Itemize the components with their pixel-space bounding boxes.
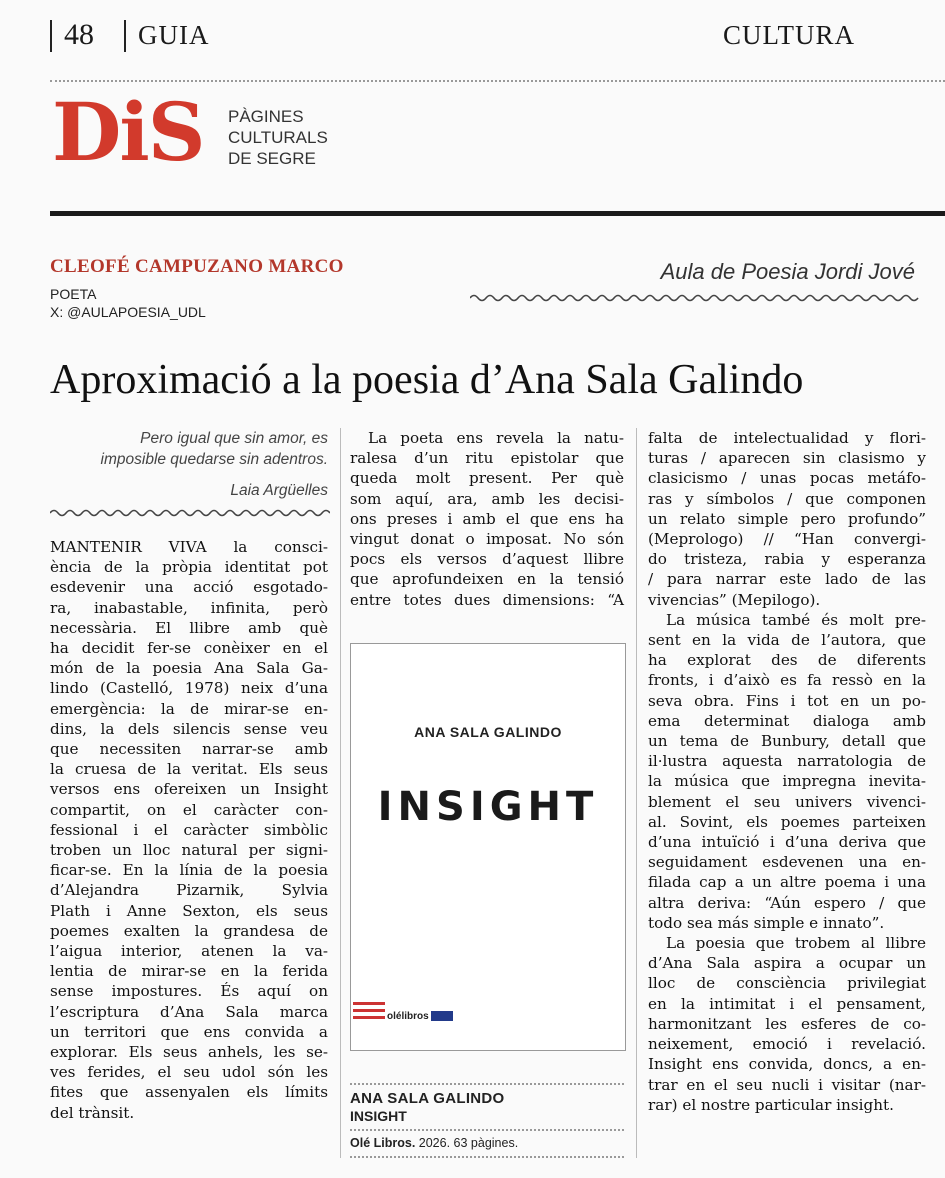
cover-author: ANA SALA GALINDO bbox=[414, 724, 562, 740]
article-line: del trànsit. bbox=[50, 1103, 135, 1122]
masthead-subtitle-line: PÀGINES bbox=[228, 107, 304, 126]
article-line: todo sea más simple e innato”. bbox=[648, 913, 885, 932]
article-line: harmonitzant les esferes de co- bbox=[648, 1014, 926, 1033]
column-rule bbox=[340, 428, 341, 1158]
article-line: la música que impregna inevita- bbox=[648, 772, 926, 791]
publisher-stripes-icon bbox=[353, 1002, 385, 1023]
article-line: ha decidit fer-se conèixer en el bbox=[50, 639, 328, 658]
article-line: l’aigua interior, atenen la va- bbox=[50, 942, 328, 961]
article-line: versos ens ofereixen un Insight bbox=[50, 780, 328, 799]
header-divider bbox=[50, 20, 52, 52]
article-line: al. Sovint, els poemes parteixen bbox=[648, 812, 926, 831]
article-line: en la intimitat i el pensament, bbox=[648, 994, 926, 1013]
article-line: MANTENIR VIVA la consci- bbox=[50, 538, 328, 556]
article-column-1 bbox=[50, 537, 328, 1123]
article-line: compartit, on el caràcter con- bbox=[50, 800, 328, 819]
article-line: clasicismo / unas pocas metáfo- bbox=[648, 469, 926, 488]
article-line: queda molt present. Per què bbox=[350, 469, 624, 488]
article-line: sent en la vida de l’autora, que bbox=[648, 631, 926, 650]
article-line: fessional i el caràcter simbòlic bbox=[50, 820, 328, 839]
article-line: poemes exalten la grandesa de bbox=[50, 921, 328, 940]
article-line: emergència: la de mirar-se en- bbox=[50, 699, 328, 718]
article-line: un territori que ens convida a bbox=[50, 1022, 328, 1041]
column-name-wave bbox=[470, 292, 920, 304]
article-line: vingut donat o imposat. No són bbox=[350, 530, 624, 549]
caption-dotted-rule bbox=[350, 1156, 624, 1158]
article-line: som aquí, ara, amb les decisi- bbox=[350, 489, 624, 508]
article-line: seva obra. Fins i tot en un po- bbox=[648, 691, 926, 710]
article-line: La poesia que trobem al llibre bbox=[666, 934, 926, 953]
article-line: La poeta ens revela la natu- bbox=[368, 429, 624, 447]
article-line: ema determinat dialoga amb bbox=[648, 711, 926, 730]
article-line: lloc de consciència privilegiat bbox=[648, 974, 926, 993]
article-column-3 bbox=[648, 428, 926, 1115]
masthead-subtitle-line: CULTURALS bbox=[228, 128, 328, 147]
author-social: X: @AULAPOESIA_UDL bbox=[50, 304, 206, 320]
article-line: entre totes dues dimensions: “A bbox=[350, 590, 624, 609]
article-line: un tema de Bunbury, detall que bbox=[648, 732, 926, 751]
article-line: trar en el seu nucli i visitar (nar- bbox=[648, 1075, 926, 1094]
article-line: / para narrar este lado de las bbox=[648, 570, 926, 589]
article-line: necessària. El llibre amb què bbox=[50, 618, 328, 637]
book-cover bbox=[350, 643, 626, 1051]
article-line: ra, inabastable, infinita, però bbox=[50, 598, 328, 617]
article-line: ència de la pròpia identitat pot bbox=[50, 558, 328, 577]
column-name: Aula de Poesia Jordi Jové bbox=[660, 259, 915, 284]
article-line: (Meprologo) // “Han convergi- bbox=[648, 530, 926, 549]
epigraph-line: Pero igual que sin amor, es bbox=[140, 430, 328, 447]
article-line: dins, la dels silencis sense veu bbox=[50, 719, 328, 738]
article-line: ralesa d’un ritu epistolar que bbox=[350, 449, 624, 468]
masthead-subtitle-line: DE SEGRE bbox=[228, 149, 316, 168]
epigraph-attribution: Laia Argüelles bbox=[230, 482, 328, 499]
article-line: falta de intelectualidad y flori- bbox=[648, 429, 926, 447]
article-line: rar) el nostre particular insight. bbox=[648, 1095, 894, 1114]
article-line: d’Alejandra Pizarnik, Sylvia bbox=[50, 881, 328, 900]
article-line: ves ferides, el seu udol són les bbox=[50, 1063, 328, 1082]
article-line: d’una intuïció i d’una deriva que bbox=[648, 833, 926, 852]
article-line: Insight ens convida, doncs, a en- bbox=[648, 1055, 926, 1074]
author-role: POETA bbox=[50, 286, 97, 302]
article-line: Plath i Anne Sexton, els seus bbox=[50, 901, 328, 920]
category-label: CULTURA bbox=[722, 20, 855, 50]
article-line: il·lustra aquesta narratologia de bbox=[648, 752, 926, 771]
article-line: ficar-se. En la línia de la poesia bbox=[50, 861, 328, 880]
article-line: sense impostures. És aquí on bbox=[50, 982, 328, 1001]
article-line: blement el seu univers vivenci- bbox=[648, 792, 926, 811]
article-line: la cruesa de la veritat. Els seus bbox=[50, 760, 328, 779]
caption-dotted-rule bbox=[350, 1083, 624, 1085]
caption-title: INSIGHT bbox=[350, 1108, 407, 1124]
headline: Aproximació a la poesia d’Ana Sala Galindo bbox=[50, 357, 804, 403]
article-line: seguidament esdevenen una en- bbox=[648, 853, 926, 872]
header-dotted-rule bbox=[50, 80, 945, 82]
article-line: filada cap a un altre poema i una bbox=[648, 873, 926, 892]
publisher-badge-icon bbox=[431, 1011, 453, 1021]
article-line: món de la poesia Ana Sala Ga- bbox=[50, 659, 328, 678]
article-line: d’Ana Sala aspira a ocupar un bbox=[648, 954, 926, 973]
article-line: La música també és molt pre- bbox=[666, 610, 926, 629]
article-line: turas / aparecen sin clasismo y bbox=[648, 449, 926, 468]
masthead-rule bbox=[50, 211, 945, 216]
epigraph-line: imposible quedarse sin adentros. bbox=[100, 451, 328, 468]
article-column-2 bbox=[350, 428, 624, 610]
publisher-logo: olélibros bbox=[387, 1011, 429, 1022]
article-line: neixement, emoció i revelació. bbox=[648, 1035, 926, 1054]
article-line: esdevenir una acció esgotado- bbox=[50, 578, 328, 597]
section-label: GUIA bbox=[138, 20, 210, 50]
epigraph bbox=[50, 428, 328, 470]
article-line: un relato simple pero profundo” bbox=[648, 509, 926, 528]
article-line: troben un lloc natural per signi- bbox=[50, 841, 328, 860]
caption-publisher-info bbox=[350, 1136, 518, 1150]
caption-dotted-rule bbox=[350, 1129, 624, 1131]
header-divider bbox=[124, 20, 126, 52]
article-line: do tristeza, rabia y esperanza bbox=[648, 550, 926, 569]
column-rule bbox=[636, 428, 637, 1158]
masthead-subtitle bbox=[228, 106, 328, 169]
caption-publisher: Olé Libros. bbox=[350, 1136, 416, 1150]
article-line: lindo (Castelló, 1978) neix d’una bbox=[50, 679, 328, 698]
article-line: altra deriva: “Aún espero / que bbox=[648, 893, 926, 912]
article-line: ha explorat des de diferents bbox=[648, 651, 926, 670]
article-line: ras y símbolos / que componen bbox=[648, 489, 926, 508]
caption-author: ANA SALA GALINDO bbox=[350, 1090, 505, 1107]
cover-title: INSIGHT bbox=[377, 784, 599, 830]
article-line: vivencias” (Mepilogo). bbox=[648, 590, 821, 609]
article-line: fites que assenyalen els límits bbox=[50, 1083, 328, 1102]
dis-logo: DiS bbox=[52, 85, 204, 179]
article-line: explorar. Els seus anhels, les se- bbox=[50, 1043, 328, 1062]
page-number: 48 bbox=[64, 18, 94, 51]
caption-details: 2026. 63 pàgines. bbox=[418, 1136, 519, 1150]
epigraph-wave bbox=[50, 507, 330, 519]
article-line: fronts, i d’això es fa ressò en la bbox=[648, 671, 926, 690]
article-line: que necessiten narrar-se amb bbox=[50, 740, 328, 759]
article-line: que aprofundeixen en la tensió bbox=[350, 570, 624, 589]
article-line: ons preses i amb el que ens ha bbox=[350, 509, 624, 528]
author-name: CLEOFÉ CAMPUZANO MARCO bbox=[50, 256, 344, 277]
article-line: l’escriptura d’Ana Sala marca bbox=[50, 1002, 328, 1021]
article-line: lentia de mirar-se en la ferida bbox=[50, 962, 328, 981]
article-line: pocs els versos d’aquest llibre bbox=[350, 550, 624, 569]
